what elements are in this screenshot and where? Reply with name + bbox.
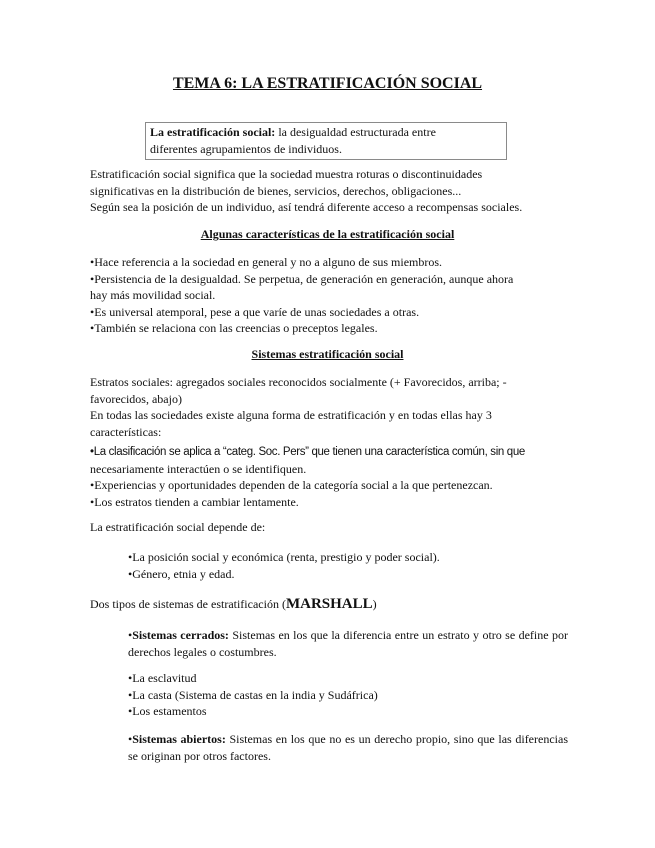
types-intro-text: Dos tipos de sistemas de estratificación ( — [90, 597, 286, 611]
paragraph-line: Estratos sociales: agregados sociales reconocidos socialmente (+ Favorecidos, arriba; - — [90, 375, 507, 389]
intro-line: Estratificación social significa que la sociedad muestra roturas o discontinuidades — [90, 167, 483, 181]
page-title: TEMA 6: LA ESTRATIFICACIÓN SOCIAL — [172, 75, 483, 92]
list-item: • Hace referencia a la sociedad en general y no a alguno de sus miembros. — [90, 254, 568, 271]
list-item: • La posición social y económica (renta, prestigio y poder social). — [128, 549, 568, 566]
open-systems-paragraph — [128, 731, 568, 764]
open-systems-text: Sistemas en los que no es un derecho propio, sino que las diferencias se originan por otros factores. — [128, 732, 568, 763]
intro-line: Según sea la posición de un individuo, así tendrá diferente acceso a recompensas sociales. — [90, 200, 523, 214]
list-item-continuation: necesariamente interactúen o se identifiquen. — [90, 461, 307, 476]
depends-intro: La estratificación social depende de: — [90, 520, 266, 534]
closed-systems-term: Sistemas cerrados: — [132, 628, 229, 642]
closed-systems-text: Sistemas en los que la diferencia entre un estrato y otro se define por derechos legales o costumbres. — [128, 628, 568, 659]
list-item: • Los estratos tienden a cambiar lentamente. — [90, 494, 568, 511]
characteristics-list — [90, 254, 568, 337]
types-intro — [90, 596, 568, 613]
open-systems-term: Sistemas abiertos: — [132, 732, 226, 746]
closed-systems-examples — [128, 670, 568, 720]
strata-characteristics-list — [90, 444, 568, 510]
list-item: • La clasificación se aplica a “categ. Soc. Pers” que tienen una característica común, sin que — [90, 444, 568, 461]
list-item: • Género, etnia y edad. — [128, 566, 568, 583]
intro-line: significativas en la distribución de bienes, servicios, derechos, obligaciones... — [90, 183, 462, 198]
definition-term: La estratificación social: — [150, 125, 276, 139]
paragraph-line: características: — [90, 424, 162, 439]
list-item: • La casta (Sistema de castas en la india y Sudáfrica) — [128, 687, 568, 704]
list-item: • Los estamentos — [128, 703, 568, 720]
paragraph-line: favorecidos, abajo) — [90, 391, 182, 406]
intro-paragraph — [90, 166, 568, 216]
list-item: • La esclavitud — [128, 670, 568, 687]
definition-text-1: la desigualdad estructurada entre — [275, 125, 436, 139]
characteristics-heading: Algunas características de la estratificación social — [200, 227, 455, 241]
list-item: • También se relaciona con las creencias o preceptos legales. — [90, 320, 568, 337]
types-close: ) — [372, 597, 377, 611]
paragraph-line: En todas las sociedades existe alguna forma de estratificación y en todas ellas hay 3 — [90, 408, 492, 422]
systems-heading: Sistemas estratificación social — [251, 347, 404, 361]
strata-paragraph — [90, 374, 568, 440]
list-item-continuation: hay más movilidad social. — [90, 288, 216, 302]
depends-list — [128, 549, 568, 582]
list-item: • Experiencias y oportunidades dependen de la categoría social a la que pertenezcan. — [90, 477, 568, 494]
definition-box — [145, 122, 507, 160]
closed-systems-paragraph — [128, 627, 568, 660]
list-item: • Persistencia de la desigualdad. Se perpetua, de generación en generación, aunque ahora — [90, 271, 568, 288]
list-item: • Es universal atemporal, pese a que varíe de unas sociedades a otras. — [90, 304, 568, 321]
definition-text-2: diferentes agrupamientos de individuos. — [150, 141, 342, 156]
types-author: MARSHALL — [285, 596, 373, 612]
